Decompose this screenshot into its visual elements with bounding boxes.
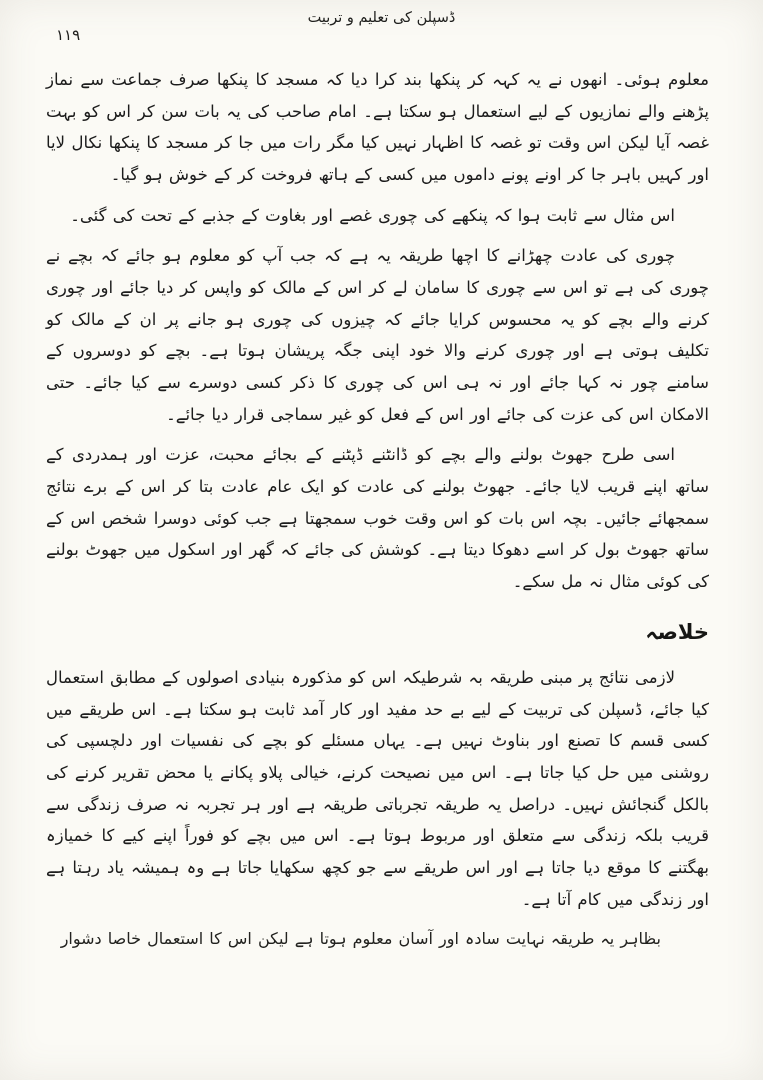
paragraph-2: اس مثال سے ثابت ہوا کہ پنکھے کی چوری غصے اور بغاوت کے جذبے کے تحت کی گئی۔ [70,205,675,225]
paragraph-5: لازمی نتائج پر مبنی طریقہ بہ شرطیکہ اس کو مذکورہ بنیادی اصولوں کے مطابق استعمال کیا جائے، ڈسپلن کی تربیت کے لیے بے حد مفید اور کار آمد ثابت ہو سکتا ہے۔ اس طریقے میں کسی قسم کا تصنع اور بناوٹ نہیں ہے۔ یہاں مسئلے کو بچے کی نفسیات اور دلچسپی کی روشنی میں حل کیا جاتا ہے۔ اس میں نصیحت کرنے، خیالی پلاو پکانے یا محض تقریر کرنے کی بالکل گنجائش نہیں۔ دراصل یہ طریقہ تجرباتی طریقہ ہے اور ہر تجربہ نہ صرف زندگی سے قریب بلکہ زندگی سے متعلق اور مربوط ہوتا ہے۔ اس میں بچے کو فوراً اپنے کیے کا خمیازہ بھگتنے کا موقع دیا جاتا ہے اور اس طریقے سے جو کچھ سکھایا جاتا ہے وہ ہمیشہ یاد رہتا ہے اور زندگی میں کام آتا ہے۔ [46,668,709,909]
page-number: ۱۱۹ [56,26,81,44]
page-header [0,0,763,60]
section-heading-summary: خلاصہ [645,619,709,644]
closing-line: بظاہر یہ طریقہ نہایت سادہ اور آسان معلوم ہوتا ہے لیکن اس کا استعمال خاصا دشوار [60,929,661,949]
paragraph-1: معلوم ہوئی۔ انھوں نے یہ کہہ کر پنکھا بند کرا دیا کہ مسجد کا پنکھا صرف جماعت سے نماز پڑھنے والے نمازیوں کے لیے استعمال ہو سکتا ہے۔ امام صاحب کی یہ بات سن کر اس کو بہت غصہ آیا لیکن اس وقت تو غصہ کا اظہار نہیں کیا مگر رات میں جا کر مسجد کا پنکھا نکال لایا اور کہیں باہر جا کر اونے پونے داموں میں کسی کے ہاتھ فروخت کر کے خوش ہو گیا۔ [46,70,709,185]
page-body-text [46,64,709,955]
paragraph-3: چوری کی عادت چھڑانے کا اچھا طریقہ یہ ہے کہ جب آپ کو معلوم ہو جائے کہ بچے نے چوری کی ہے تو اس سے چوری کا سامان لے کر اس کے مالک کو واپس کر دیا جائے اور چوری کرنے والے بچے کو یہ محسوس کرایا جائے کہ چیزوں کی چوری ہو جانے پر ان کے مالک کو تکلیف ہوتی ہے اور چوری کرنے والا خود اپنی جگہ پریشان ہوتا ہے۔ بچے کو دوسروں کے سامنے چور نہ کہا جائے اور نہ ہی اس کی چوری کا ذکر کسی دوسرے سے کیا جائے۔ حتی الامکان اس کی عزت کی جائے اور اس کے فعل کو غیر سماجی قرار دیا جائے۔ [46,246,709,424]
running-header-title: ڈسپلن کی تعلیم و تربیت [307,10,456,26]
paragraph-4: اسی طرح جھوٹ بولنے والے بچے کو ڈانٹنے ڈپٹنے کے بجائے محبت، عزت اور ہمدردی کے ساتھ اپنے قریب لایا جائے۔ جھوٹ بولنے کی عادت کو ایک عام عادت بتا کر اس کے برے نتائج سمجھائے جائیں۔ بچہ اس بات کو اس وقت خوب سمجھتا ہے جب کوئی دوسرا شخص اس کے ساتھ جھوٹ بول کر اسے دھوکا دیتا ہے۔ کوشش کی جائے کہ گھر اور اسکول میں جھوٹ بولنے کی کوئی مثال نہ مل سکے۔ [46,445,709,592]
